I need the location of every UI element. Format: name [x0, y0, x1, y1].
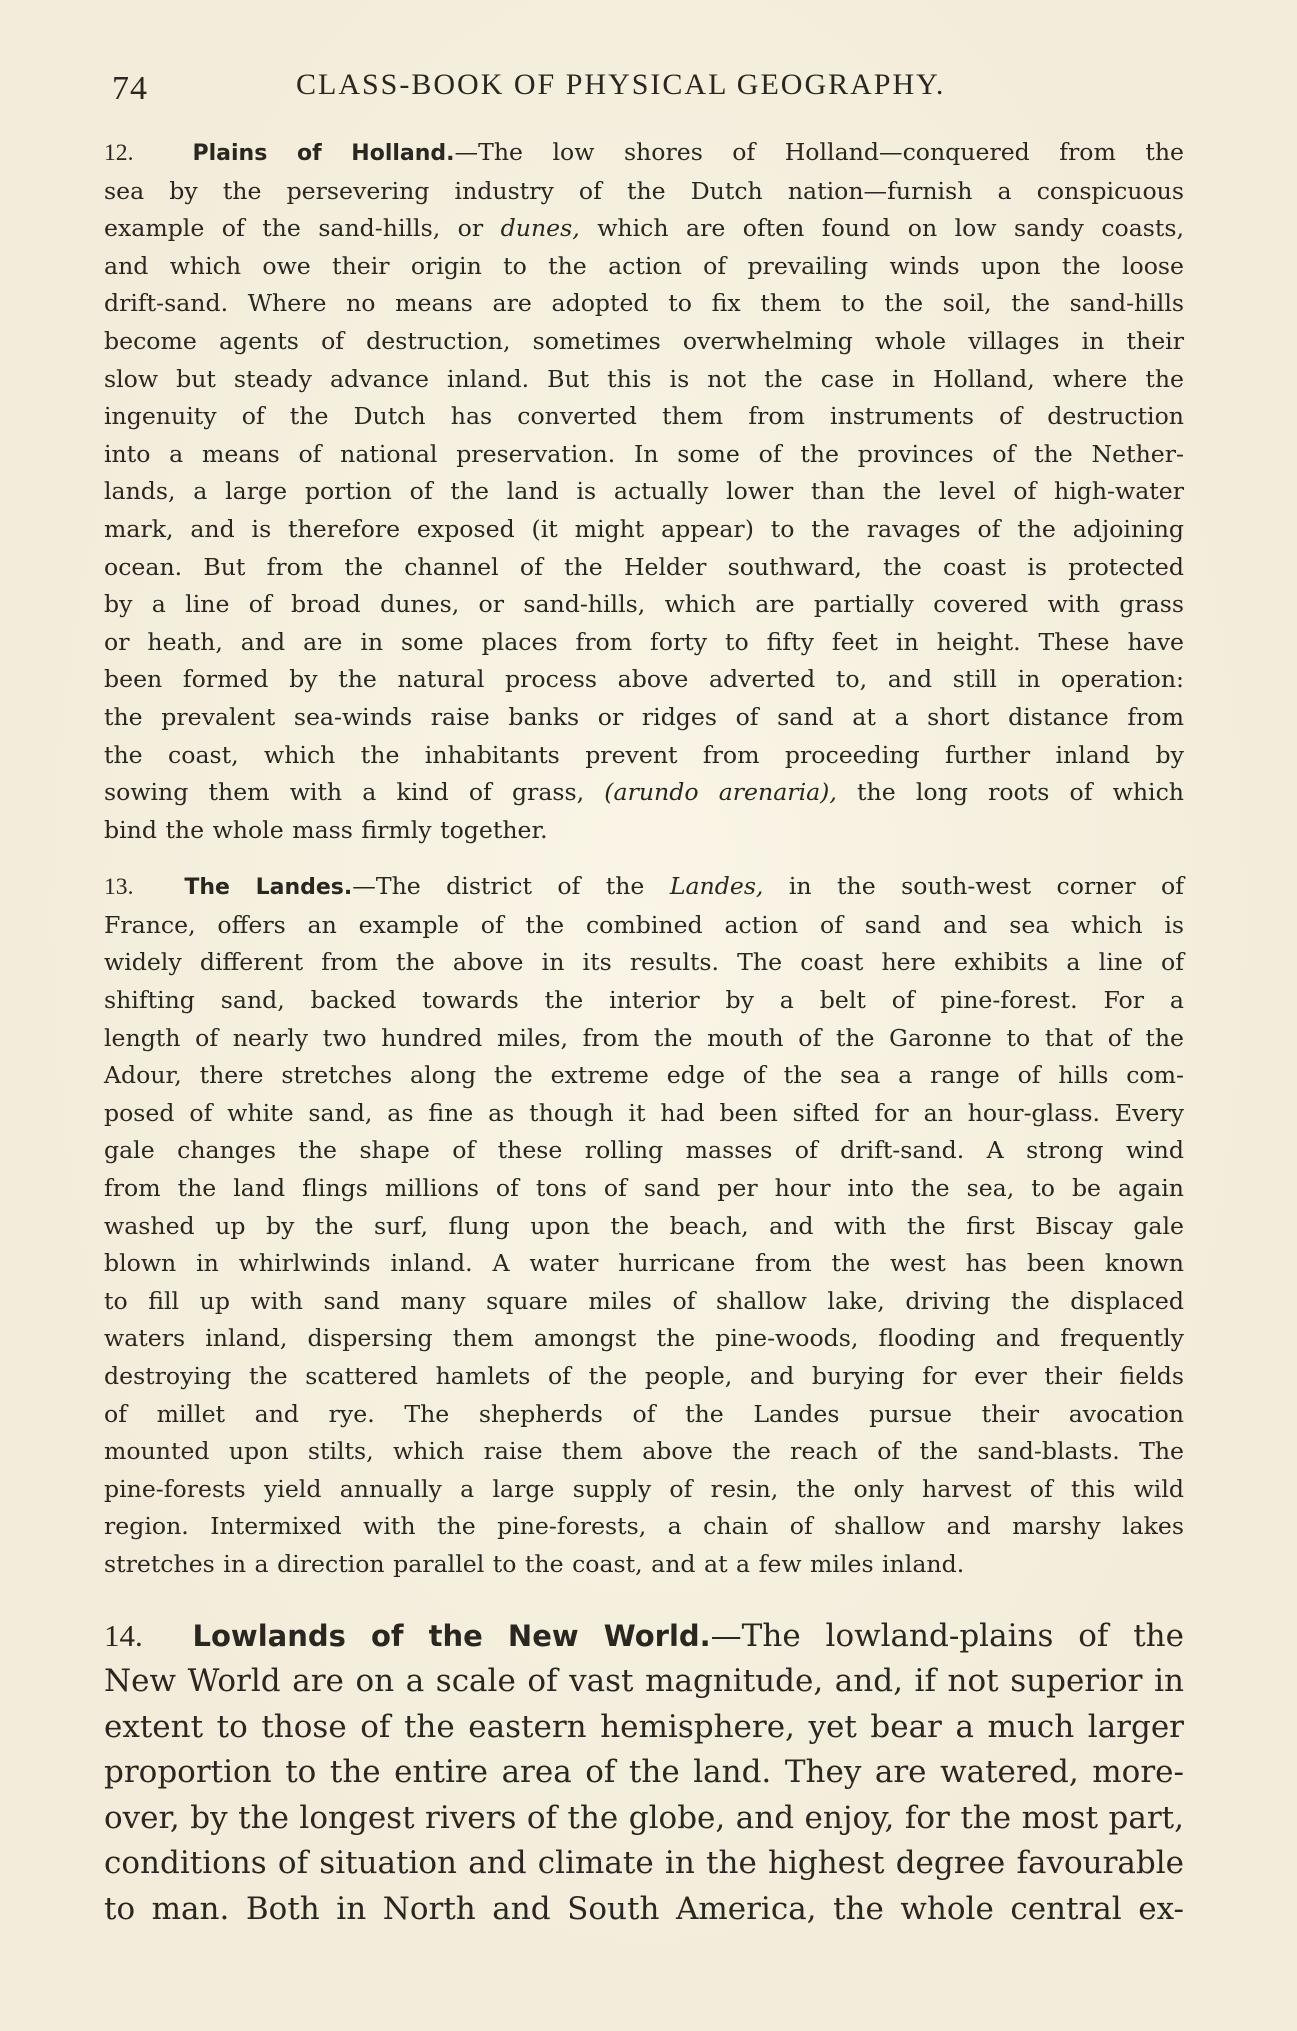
- section-line: mark, and is therefore exposed (it might appear) to the ravages of the adjoining: [104, 514, 1184, 543]
- section-line: gale changes the shape of these rolling masses of drift-sand. A strong wind: [104, 1136, 1184, 1165]
- section-line: become agents of destruction, sometimes overwhelming whole villages in their: [104, 326, 1184, 355]
- section-line: bind the whole mass firmly together.: [104, 815, 548, 844]
- section-line: lands, a large portion of the land is actually lower than the level of high-water: [104, 477, 1184, 506]
- section-heading: Lowlands of the New World.: [192, 1618, 711, 1653]
- section-line: sea by the persevering industry of the Dutch nation—furnish a conspicuous: [104, 176, 1184, 205]
- section-line: blown in whirlwinds inland. A water hurricane from the west has been known: [104, 1249, 1184, 1278]
- section-line: drift-sand. Where no means are adopted to fix them to the soil, the sand-hills: [104, 289, 1184, 318]
- section-12-plains-of-holland: [104, 134, 1184, 849]
- section-line: over, by the longest rivers of the globe, and enjoy, for the most part,: [104, 1799, 1184, 1836]
- section-14-first-line: [104, 1613, 1184, 1660]
- section-line: sowing them with a kind of grass, (arundo arenaria), the long roots of which: [104, 778, 1184, 807]
- section-line: proportion to the entire area of the land. They are watered, more-: [104, 1754, 1184, 1791]
- section-line: —The low shores of Holland—conquered from the: [454, 138, 1184, 166]
- section-line: Adour, there stretches along the extreme edge of the sea a range of hills com-: [104, 1061, 1184, 1090]
- section-number: 14.: [104, 1617, 143, 1653]
- section-14-lowlands-of-the-new-world: [104, 1613, 1184, 1933]
- section-line: ingenuity of the Dutch has converted them from instruments of destruction: [104, 402, 1184, 431]
- page-number: 74: [112, 70, 148, 107]
- section-line: the prevalent sea-winds raise banks or ridges of sand at a short distance from: [104, 702, 1184, 731]
- section-line: by a line of broad dunes, or sand-hills, which are partially covered with grass: [104, 590, 1184, 619]
- italic-term: Landes,: [669, 872, 764, 901]
- section-line: been formed by the natural process above adverted to, and still in operation:: [104, 665, 1184, 694]
- section-line: widely different from the above in its results. The coast here exhibits a line of: [104, 948, 1184, 977]
- body-text: [104, 134, 1184, 1932]
- section-line: to fill up with sand many square miles of shallow lake, driving the displaced: [104, 1286, 1184, 1315]
- section-line: region. Intermixed with the pine-forests, a chain of shallow and marshy lakes: [104, 1512, 1184, 1541]
- section-number: 13.: [104, 874, 134, 901]
- section-line: extent to those of the eastern hemisphere, yet bear a much larger: [104, 1708, 1184, 1745]
- section-line: slow but steady advance inland. But this is not the case in Holland, where the: [104, 364, 1184, 393]
- section-line: and which owe their origin to the action of prevailing winds upon the loose: [104, 251, 1184, 280]
- section-line: washed up by the surf, flung upon the beach, and with the first Biscay gale: [104, 1211, 1184, 1240]
- section-line: ocean. But from the channel of the Helder southward, the coast is protected: [104, 552, 1184, 581]
- section-line: into a means of national preservation. In some of the provinces of the Nether-: [104, 439, 1184, 468]
- italic-term: (arundo arenaria),: [604, 778, 837, 807]
- section-heading: The Landes.: [184, 875, 353, 901]
- section-13-the-landes: [104, 868, 1184, 1583]
- running-head: [104, 60, 1204, 110]
- section-heading: Plains of Holland.: [192, 141, 455, 166]
- section-line: the coast, which the inhabitants prevent from proceeding further inland by: [104, 740, 1184, 769]
- section-13-first-line: [104, 868, 1184, 907]
- section-line: pine-forests yield annually a large supply of resin, the only harvest of this wild: [104, 1474, 1184, 1503]
- italic-term: dunes,: [500, 214, 580, 243]
- section-line: shifting sand, backed towards the interior by a belt of pine-forest. For a: [104, 986, 1184, 1015]
- section-number: 12.: [104, 140, 134, 166]
- section-line: conditions of situation and climate in the highest degree favourable: [104, 1845, 1184, 1882]
- section-line: to man. Both in North and South America, the whole central ex-: [104, 1890, 1184, 1927]
- section-12-first-line: [104, 134, 1184, 173]
- section-line: waters inland, dispersing them amongst the pine-woods, flooding and frequently: [104, 1324, 1184, 1353]
- section-line: —The district of the Landes, in the south-west corner of: [352, 872, 1184, 901]
- section-line: from the land flings millions of tons of sand per hour into the sea, to be again: [104, 1174, 1184, 1203]
- section-line: posed of white sand, as fine as though it had been sifted for an hour-glass. Every: [104, 1098, 1184, 1127]
- book-title: CLASS-BOOK OF PHYSICAL GEOGRAPHY.: [296, 68, 946, 101]
- section-line: of millet and rye. The shepherds of the Landes pursue their avocation: [104, 1399, 1184, 1428]
- section-line: New World are on a scale of vast magnitude, and, if not superior in: [104, 1663, 1184, 1700]
- section-line: —The lowland-plains of the: [710, 1617, 1184, 1654]
- section-line: mounted upon stilts, which raise them above the reach of the sand-blasts. The: [104, 1437, 1184, 1466]
- section-line: or heath, and are in some places from forty to fifty feet in height. These have: [104, 627, 1184, 656]
- section-line: France, offers an example of the combined action of sand and sea which is: [104, 910, 1184, 939]
- section-line: length of nearly two hundred miles, from the mouth of the Garonne to that of the: [104, 1023, 1184, 1052]
- section-line: destroying the scattered hamlets of the people, and burying for ever their fields: [104, 1362, 1184, 1390]
- section-line: example of the sand-hills, or dunes, which are often found on low sandy coasts,: [104, 214, 1184, 243]
- section-line: stretches in a direction parallel to the coast, and at a few miles inland.: [104, 1549, 965, 1578]
